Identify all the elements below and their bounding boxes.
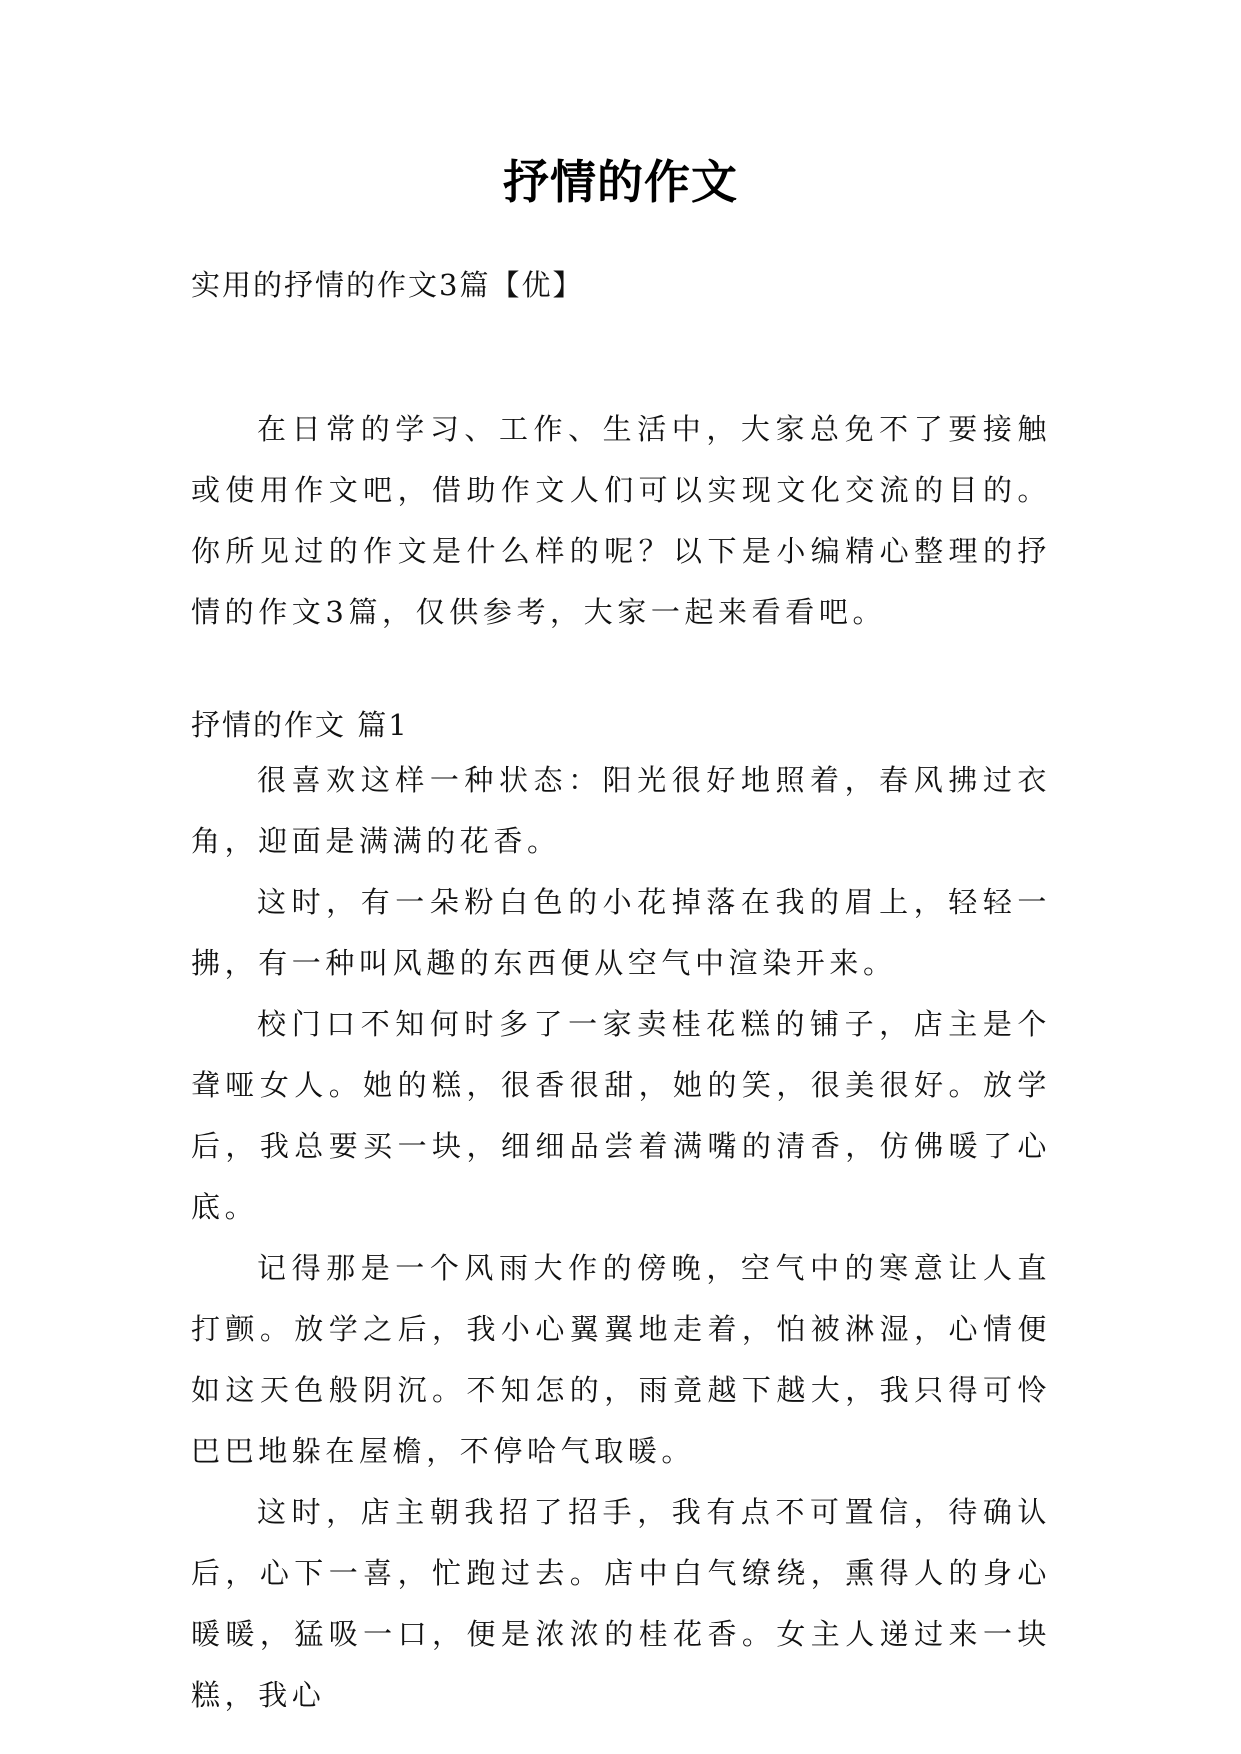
body-paragraph: 很喜欢这样一种状态：阳光很好地照着，春风拂过衣角，迎面是满满的花香。 [191, 763, 1051, 858]
body-paragraph: 校门口不知何时多了一家卖桂花糕的铺子，店主是个聋哑女人。她的糕，很香很甜，她的笑，很美很好。放学后，我总要买一块，细细品尝着满嘴的清香，仿佛暖了心底。 [191, 1007, 1051, 1224]
intro-section [191, 399, 1051, 643]
section-heading: 抒情的作文 篇1 [191, 708, 409, 742]
body-paragraph: 这时，有一朵粉白色的小花掉落在我的眉上，轻轻一拂，有一种叫风趣的东西便从空气中渲染开来。 [191, 885, 1051, 980]
intro-paragraph: 在日常的学习、工作、生活中，大家总免不了要接触或使用作文吧，借助作文人们可以实现文化交流的目的。你所见过的作文是什么样的呢？以下是小编精心整理的抒情的作文3篇，仅供参考，大家一起来看看吧。 [191, 412, 1051, 629]
document-title: 抒情的作文 [503, 155, 738, 209]
essay-body [191, 750, 1051, 1726]
body-paragraph: 这时，店主朝我招了招手，我有点不可置信，待确认后，心下一喜，忙跑过去。店中白气缭绕，熏得人的身心暖暖，猛吸一口，便是浓浓的桂花香。女主人递过来一块糕，我心 [191, 1495, 1051, 1712]
document-subtitle: 实用的抒情的作文3篇【优】 [191, 268, 584, 302]
body-paragraph: 记得那是一个风雨大作的傍晚，空气中的寒意让人直打颤。放学之后，我小心翼翼地走着，怕被淋湿，心情便如这天色般阴沉。不知怎的，雨竟越下越大，我只得可怜巴巴地躲在屋檐，不停哈气取暖。 [191, 1251, 1051, 1468]
